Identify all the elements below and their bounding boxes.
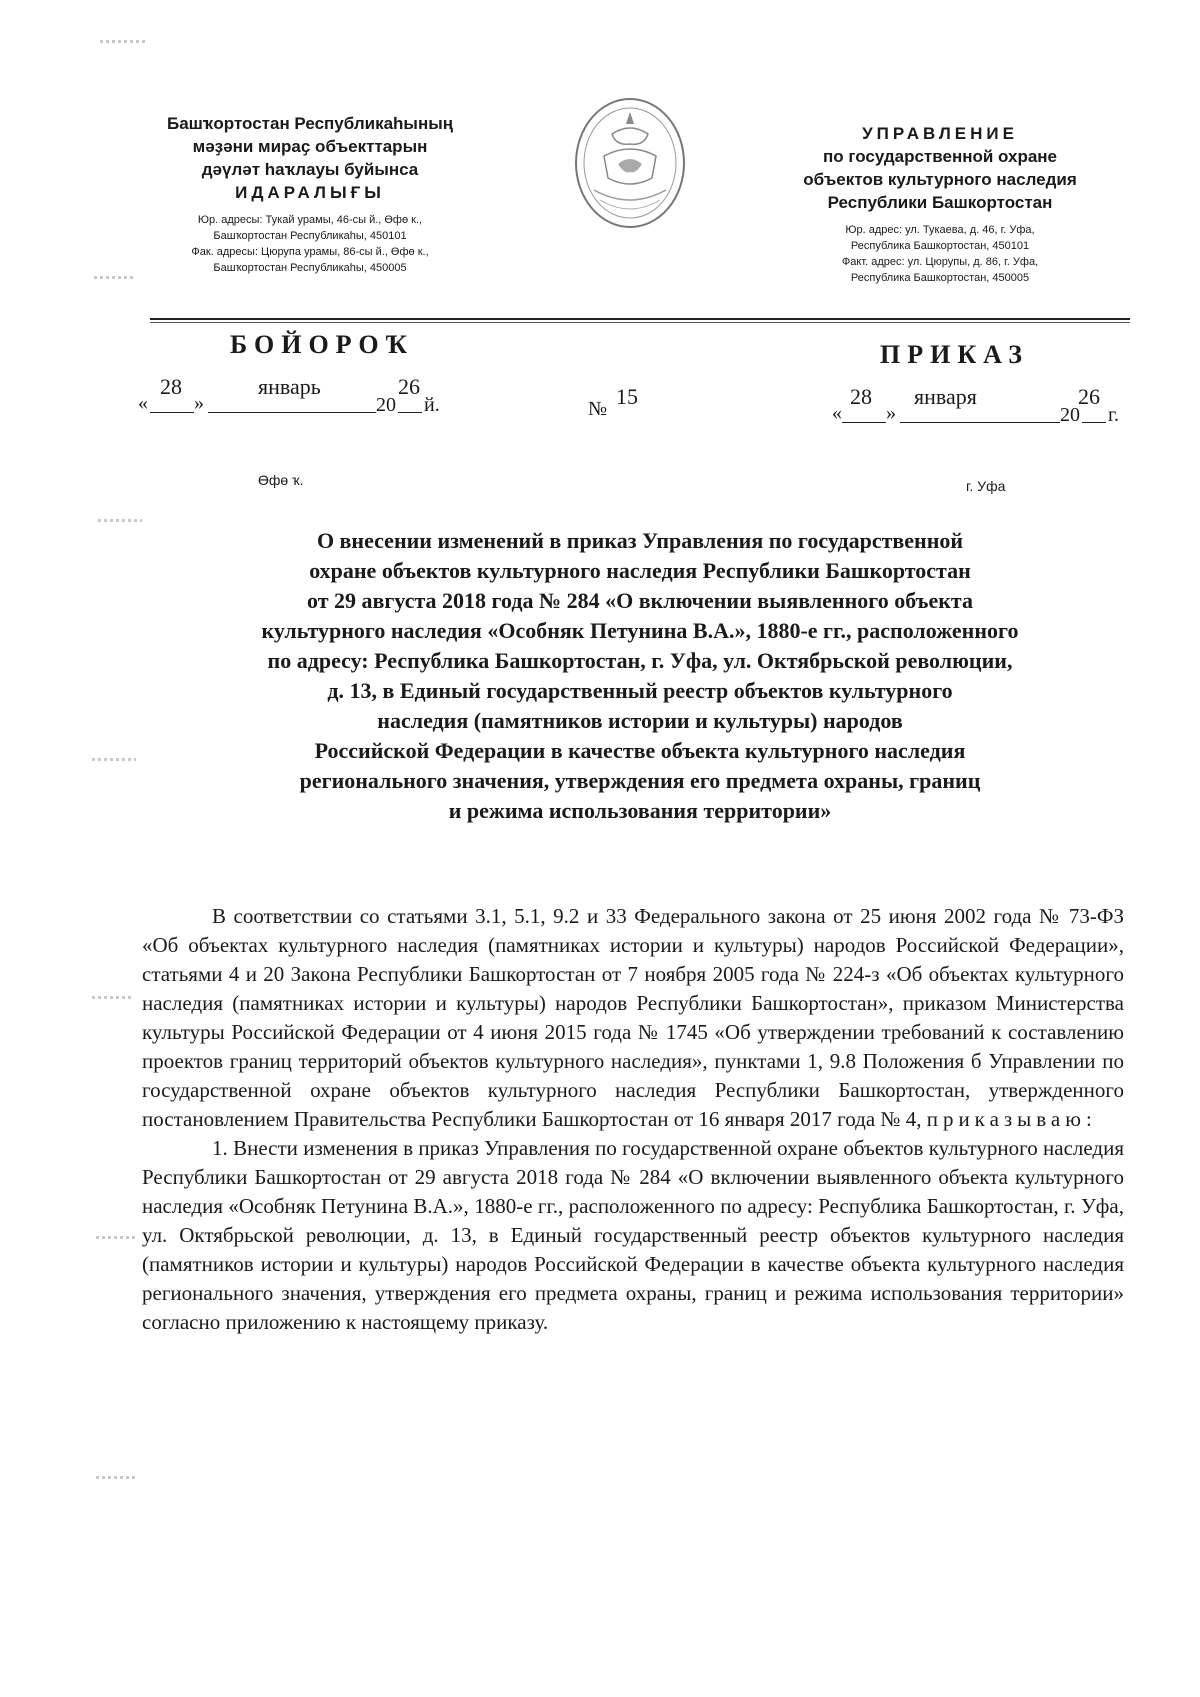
date-year: 26 xyxy=(398,374,420,399)
quote-close: » xyxy=(194,392,204,414)
header-right-russian xyxy=(790,122,1090,286)
scan-artifact xyxy=(92,996,134,999)
item-1-paragraph: 1. Внести изменения в приказ Управления по государственной охране объектов культурного наследия Республики Башкортостан от 29 августа 2018 года № 284 «О включении выявленного объекта культурного наследия «Особняк Петунина В.А.», 1880-е гг., расположенного по адресу: Республика Башкортостан, г. Уфа, ул. Октябрьской революции, д. 13, в Единый государственный реестр объектов культурного наследия (памятников истории и культуры) народов Российской Федерации в качестве объекта культурного наследия регионального значения, утверждения его предмета охраны, границ и режима использования территории» согласно приложению к настоящему приказу. xyxy=(142,1136,1124,1334)
subject-line: д. 13, в Единый государственный реестр объектов культурного xyxy=(327,678,953,703)
address-block xyxy=(150,212,470,276)
year-prefix: 20 xyxy=(1060,404,1080,426)
order-body xyxy=(142,902,1124,1337)
scan-artifact xyxy=(94,276,134,279)
date-year: 26 xyxy=(1078,384,1100,409)
scan-artifact xyxy=(96,1236,136,1239)
date-suffix: г. xyxy=(1108,404,1119,426)
scan-artifact xyxy=(96,1476,136,1479)
quote-open: « xyxy=(832,402,842,424)
city-left: Өфө ҡ. xyxy=(258,472,304,488)
date-day: 28 xyxy=(160,374,182,399)
address-line: Фак. адресы: Цюрупа урамы, 86-сы й., Өфө к., xyxy=(191,246,429,258)
address-line: Башҡортостан Республикаһы, 450101 xyxy=(213,230,407,242)
date-day: 28 xyxy=(850,384,872,409)
org-name-line: Башҡортостан Республикаһының xyxy=(166,114,454,133)
subject-line: наследия (памятников истории и культуры) народов xyxy=(377,708,903,733)
quote-close: » xyxy=(886,402,896,424)
scan-artifact xyxy=(100,40,146,43)
quote-open: « xyxy=(138,392,148,414)
preamble-paragraph: В соответствии со статьями 3.1, 5.1, 9.2 и 33 Федерального закона от 25 июня 2002 года № 73-ФЗ «Об объектах культурного наследия (памятниках истории и культуры) народов Российской Федерации», статьями 4 и 20 Закона Республики Башкортостан от 7 ноября 2005 года № 224-з «Об объектах культурного наследия (памятниках истории и культуры) народов Республики Башкортостан», приказом Министерства культуры Российской Федерации от 4 июня 2015 года № 1745 «Об утверждении требований к составлению проектов границ территорий объектов культурного наследия», пунктами 1, 9.8 Положения б Управлении по государственной охране объектов культурного наследия Республики Башкортостан, утвержденного постановлением Правительства Республики Башкортостан от 16 января 2017 года № 4, приказываю: xyxy=(142,904,1124,1131)
date-suffix: й. xyxy=(424,394,440,416)
header-divider-thin xyxy=(150,322,1130,323)
address-line: Башҡортостан Республикаһы, 450005 xyxy=(213,262,407,274)
subject-line: регионального значения, утверждения его предмета охраны, границ xyxy=(299,768,981,793)
address-line: Юр. адресы: Тукай урамы, 46-сы й., Өфө к., xyxy=(197,214,423,226)
subject-line: Российской Федерации в качестве объекта культурного наследия xyxy=(314,738,966,763)
date-month: январь xyxy=(258,374,321,399)
address-line: Факт. адрес: ул. Цюрупы, д. 86, г. Уфа, xyxy=(841,256,1039,268)
subject-line: О внесении изменений в приказ Управления по государственной xyxy=(316,528,964,553)
address-line: Юр. адрес: ул. Тукаева, д. 46, г. Уфа, xyxy=(845,224,1035,236)
subject-line: охране объектов культурного наследия Республики Башкортостан xyxy=(309,558,971,583)
order-subject xyxy=(150,526,1130,826)
org-name-line: ИДАРАЛЫҒЫ xyxy=(235,183,385,202)
number-value: 15 xyxy=(616,384,638,409)
header-divider xyxy=(150,318,1130,320)
scan-artifact xyxy=(98,519,142,522)
day-underline xyxy=(842,422,886,423)
city-right: г. Уфа xyxy=(966,478,1006,494)
doc-type-bashkir: БОЙОРОҠ xyxy=(230,330,415,359)
org-name-line: Республики Башкортостан xyxy=(827,193,1053,212)
header-left-bashkir xyxy=(150,112,470,276)
day-underline xyxy=(150,412,194,413)
org-name-line: дәүләт һаҡлауы буйынса xyxy=(201,160,419,179)
org-name-line: по государственной охране xyxy=(822,147,1058,166)
number-sign: № xyxy=(588,398,608,420)
month-underline xyxy=(900,422,1060,423)
org-name-line: мәҙәни мираҫ объекттарын xyxy=(192,137,428,156)
address-block xyxy=(790,222,1090,286)
subject-line: и режима использования территории» xyxy=(448,798,832,823)
address-line: Республика Башкортостан, 450101 xyxy=(850,240,1030,252)
year-underline xyxy=(1082,422,1106,423)
order-word: приказываю: xyxy=(926,1107,1097,1131)
org-name-line: УПРАВЛЕНИЕ xyxy=(862,124,1018,143)
date-month: января xyxy=(914,384,977,409)
org-name-line: объектов культурного наследия xyxy=(803,170,1077,189)
subject-line: по адресу: Республика Башкортостан, г. Уфа, ул. Октябрьской революции, xyxy=(267,648,1013,673)
month-underline xyxy=(208,412,376,413)
address-line: Республика Башкортостан, 450005 xyxy=(850,272,1030,284)
subject-line: от 29 августа 2018 года № 284 «О включении выявленного объекта xyxy=(306,588,974,613)
coat-of-arms-emblem-icon xyxy=(572,94,688,232)
year-prefix: 20 xyxy=(376,394,396,416)
doc-type-russian: ПРИКАЗ xyxy=(880,340,1030,369)
subject-line: культурного наследия «Особняк Петунина В.А.», 1880-е гг., расположенного xyxy=(261,618,1019,643)
year-underline xyxy=(398,412,422,413)
scan-artifact xyxy=(92,758,136,761)
